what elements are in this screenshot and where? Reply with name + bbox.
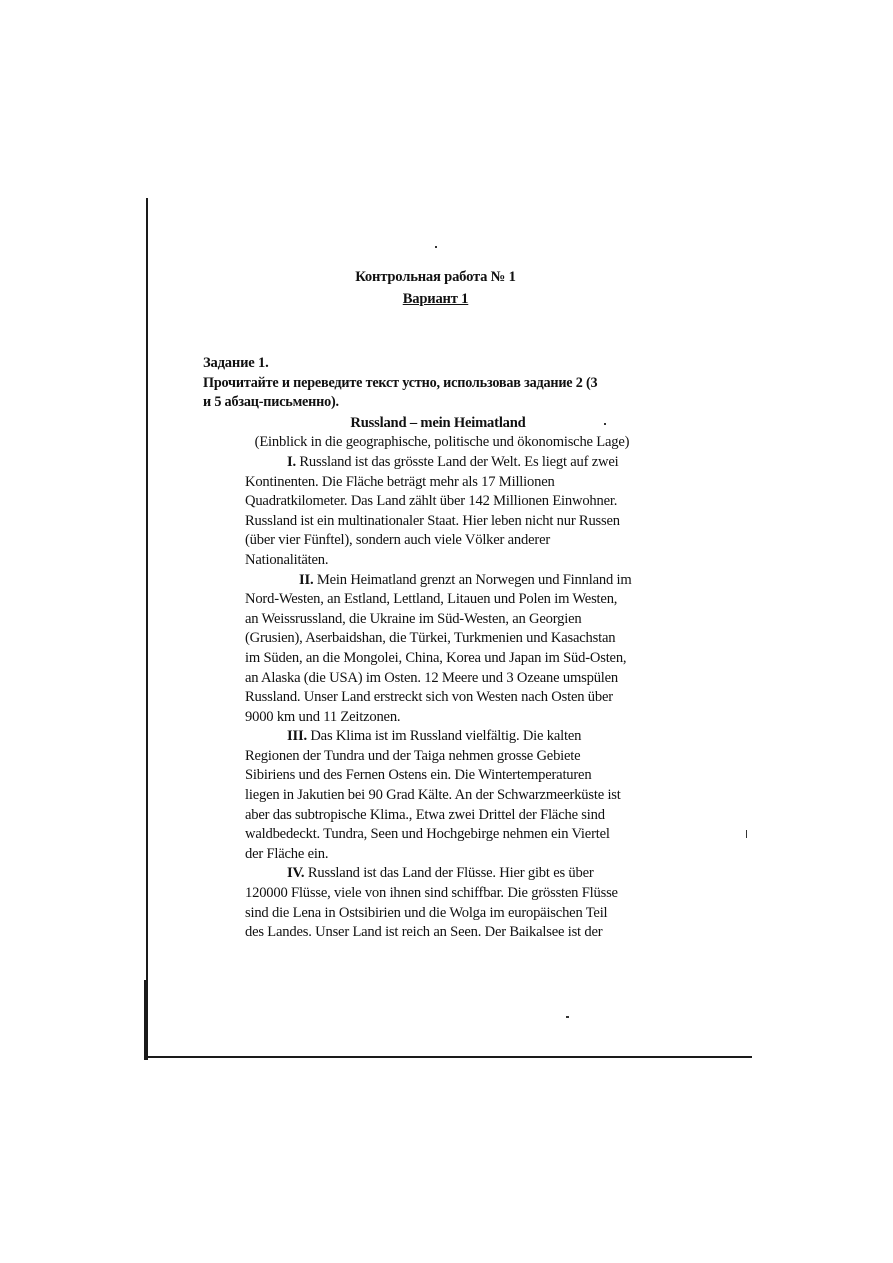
paragraph-line: Kontinenten. Die Fläche beträgt mehr als 17 Millionen xyxy=(245,473,555,490)
text-subtitle: (Einblick in die geographische, politische und ökonomische Lage) xyxy=(254,434,630,451)
task-instruction xyxy=(203,374,673,413)
paragraph-line: Russland ist ein multinationaler Staat. Hier leben nicht nur Russen xyxy=(245,512,620,529)
paragraph-line: Quadratkilometer. Das Land zählt über 142 Millionen Einwohner. xyxy=(245,493,618,510)
paragraph-1 xyxy=(203,453,673,571)
paragraph-line: im Süden, an die Mongolei, China, Korea und Japan im Süd-Osten, xyxy=(245,649,627,666)
task-instruction-line: и 5 абзац-письменно). xyxy=(203,394,339,411)
paragraph-line: Sibiriens und des Fernen Ostens ein. Die Wintertemperaturen xyxy=(245,767,592,784)
paragraph-2 xyxy=(203,571,673,728)
header xyxy=(263,266,608,310)
scan-left-edge xyxy=(146,198,148,1058)
paragraph-line: waldbedeckt. Tundra, Seen und Hochgebirge nehmen ein Viertel xyxy=(245,826,610,843)
paragraph-line: Nationalitäten. xyxy=(245,551,329,568)
task-instruction-line: Прочитайте и переведите текст устно, использовав задание 2 (3 xyxy=(203,374,598,391)
paragraph-line: III. Das Klima ist im Russland vielfältig. Die kalten xyxy=(287,728,582,745)
paragraph-line: I. Russland ist das grösste Land der Welt. Es liegt auf zwei xyxy=(287,453,619,470)
scan-speck xyxy=(566,1016,569,1018)
paragraph-line: Nord-Westen, an Estland, Lettland, Litauen und Polen im Westen, xyxy=(245,591,618,608)
paragraph-line: sind die Lena in Ostsibirien und die Wolga im europäischen Teil xyxy=(245,904,608,921)
text-title: Russland – mein Heimatland xyxy=(350,414,526,431)
paragraph-line: aber das subtropische Klima., Etwa zwei Drittel der Fläche sind xyxy=(245,806,605,823)
paragraph-number: II. xyxy=(299,571,314,588)
paragraph-line: der Fläche ein. xyxy=(245,845,329,862)
task-heading: Задание 1. xyxy=(203,355,269,371)
paragraph-line: II. Mein Heimatland grenzt an Norwegen und Finnland im xyxy=(299,571,632,588)
paragraph-line: Russland. Unser Land erstreckt sich von Westen nach Osten über xyxy=(245,689,613,706)
paragraph-number: I. xyxy=(287,453,296,470)
paragraph-line: 120000 Flüsse, viele von ihnen sind schiffbar. Die grössten Flüsse xyxy=(245,885,618,902)
scan-left-edge-dark xyxy=(144,980,148,1060)
document-body xyxy=(203,266,673,943)
scan-speck xyxy=(746,830,747,838)
paragraph-line: liegen in Jakutien bei 90 Grad Kälte. An der Schwarzmeerküste ist xyxy=(245,787,621,804)
paragraph-line: IV. Russland ist das Land der Flüsse. Hier gibt es über xyxy=(287,865,594,882)
scan-bottom-edge xyxy=(148,1056,752,1058)
paragraph-line: 9000 km und 11 Zeitzonen. xyxy=(245,708,401,725)
paragraph-number: IV. xyxy=(287,865,305,882)
page-title: Контрольная работа № 1 xyxy=(355,269,516,285)
paragraph-line: an Weissrussland, die Ukraine im Süd-Westen, an Georgien xyxy=(245,610,582,627)
paragraph-number: III. xyxy=(287,728,307,745)
paragraph-line: Regionen der Tundra und der Taiga nehmen grosse Gebiete xyxy=(245,747,581,764)
scan-speck xyxy=(435,246,437,248)
paragraph-line: des Landes. Unser Land ist reich an Seen. Der Baikalsee ist der xyxy=(245,924,603,941)
paragraph-line: (Grusien), Aserbaidshan, die Türkei, Turkmenien und Kasachstan xyxy=(245,630,616,647)
paragraph-4 xyxy=(203,864,673,942)
paragraph-3 xyxy=(203,727,673,864)
paragraph-line: an Alaska (die USA) im Osten. 12 Meere und 3 Ozeane umspülen xyxy=(245,669,619,686)
variant-title: Вариант 1 xyxy=(402,291,469,307)
paragraph-line: (über vier Fünftel), sondern auch viele Völker anderer xyxy=(245,532,551,549)
